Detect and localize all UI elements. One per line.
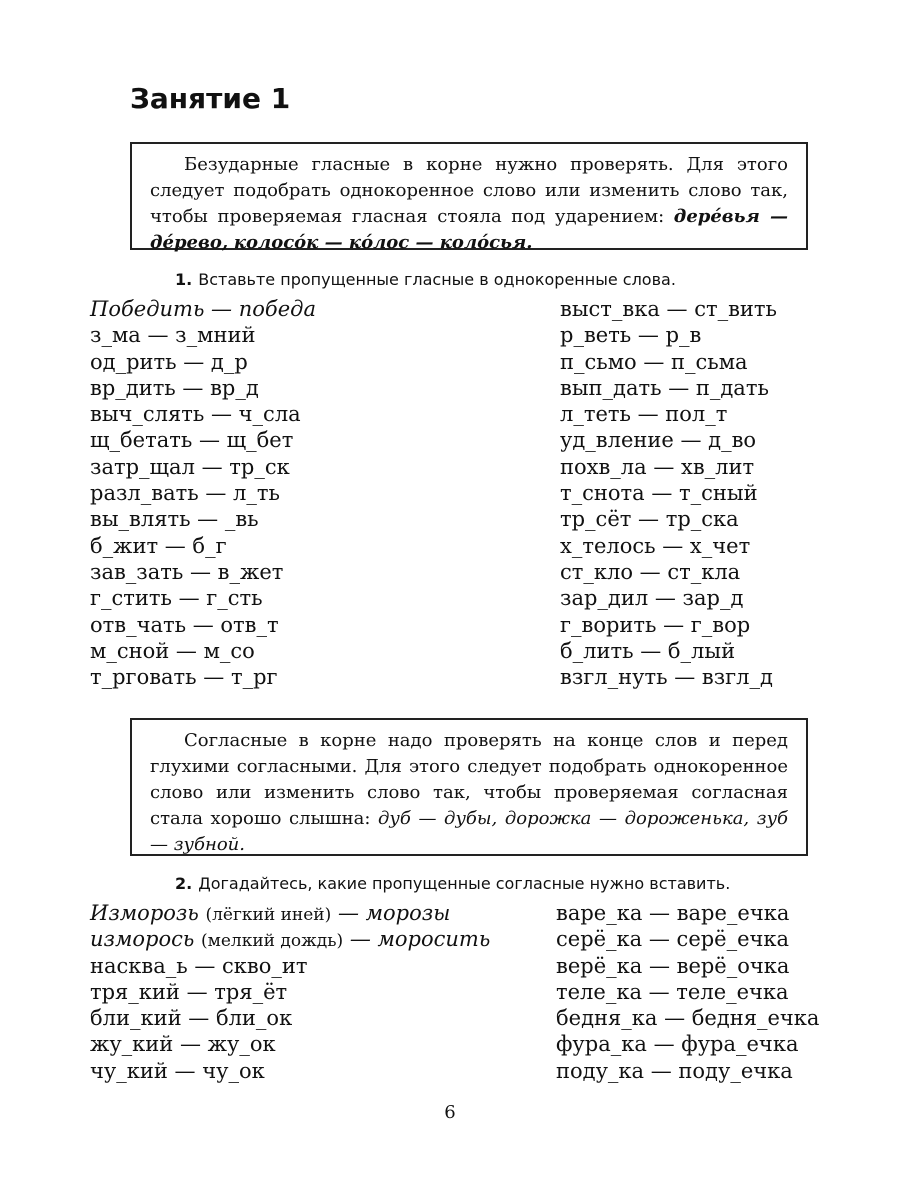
example-note: (лёгкий иней) [205, 905, 332, 925]
example-note: (мелкий дождь) [201, 931, 344, 952]
word-pair: м_сной — м_со [90, 638, 255, 663]
word-pair: бли_кий — бли_ок [90, 1006, 293, 1031]
word-pair: насква_ь — скво_ит [90, 953, 308, 978]
example-check: — морозы [337, 901, 451, 925]
word-pair: варе_ка — варе_ечка [556, 901, 790, 925]
word-pair: похв_ла — хв_лит [560, 454, 755, 479]
example-check: — моросить [349, 927, 491, 952]
word-pair: х_телось — х_чет [560, 533, 751, 558]
task-1-right-column [560, 296, 777, 690]
rule-example: колосóк — кóлос — колóсья. [233, 232, 533, 253]
word-pair: р_веть — р_в [560, 323, 702, 348]
word-pair: вып_дать — п_дать [560, 375, 769, 400]
page-number: 6 [444, 1102, 456, 1123]
word-pair: п_сьмо — п_сьма [560, 349, 748, 374]
word-pair: з_ма — з_мний [90, 323, 256, 348]
word-pair: тря_кий — тря_ёт [90, 979, 288, 1004]
rule-text: Безударные гласные в корне нужно проверять. Для этого следует подобрать однокоренное слово или изменить слово так, чтобы проверяемая гласная стояла под ударением: [150, 154, 788, 227]
word-pair: затр_щал — тр_ск [90, 454, 290, 479]
task-2-heading [175, 874, 730, 893]
word-pair: зав_зать — в_жет [90, 559, 284, 584]
word-pair: вр_дить — вр_д [90, 375, 259, 400]
word-pair: бедня_ка — бедня_ечка [556, 1006, 820, 1031]
word-pair: жу_кий — жу_ок [90, 1032, 276, 1057]
example-word: Изморозь [90, 901, 199, 925]
task-number: 2. [175, 874, 193, 893]
task-2-right-column [556, 900, 819, 1084]
task-1-heading [175, 270, 676, 289]
word-pair: г_стить — г_сть [90, 586, 263, 611]
word-pair: отв_чать — отв_т [90, 612, 279, 637]
word-pair: уд_вление — д_во [560, 428, 757, 453]
rule-example: дуб — дубы, дорожка — дороженька, зуб — зубной. [150, 808, 788, 855]
word-pair: т_снота — т_сный [560, 481, 758, 506]
task-2-left-column [90, 900, 490, 1084]
word-pair: вы_влять — _вь [90, 507, 259, 532]
word-pair: теле_ка — теле_ечка [556, 979, 789, 1004]
word-pair: г_ворить — г_вор [560, 612, 751, 637]
word-pair: чу_кий — чу_ок [90, 1058, 265, 1083]
word-pair: фура_ка — фура_ечка [556, 1032, 799, 1057]
rule-box-consonants [130, 718, 808, 856]
word-pair-example [90, 900, 490, 926]
word-pair: л_теть — пол_т [560, 402, 728, 427]
rule-text: Согласные в корне надо проверять на конце слов и перед глухими согласными. Для этого следует подобрать однокоренное слово или изменить слово так, чтобы проверяемая согласная стала хорошо слышна: [150, 730, 788, 829]
word-pair: поду_ка — поду_ечка [556, 1058, 793, 1083]
word-pair-example [90, 926, 490, 952]
word-pair: верё_ка — верё_очка [556, 953, 790, 978]
rule-example: дерéвья — дéрево, [150, 206, 789, 253]
word-pair: зар_дил — зар_д [560, 586, 744, 611]
task-instruction: Догадайтесь, какие пропущенные согласные нужно вставить. [198, 874, 731, 893]
example-word: изморось [90, 927, 195, 952]
word-pair: выч_слять — ч_сла [90, 402, 301, 427]
word-pair: взгл_нуть — взгл_д [560, 665, 773, 690]
word-pair: т_рговать — т_рг [90, 665, 278, 690]
word-pair: щ_бетать — щ_бет [90, 428, 294, 453]
word-pair: б_жит — б_г [90, 533, 227, 558]
word-pair: серё_ка — серё_ечка [556, 927, 790, 952]
word-pair: выст_вка — ст_вить [560, 297, 777, 321]
task-1-left-column [90, 296, 316, 690]
rule-box-vowels [130, 142, 808, 253]
lesson-title: Занятие 1 [130, 82, 291, 115]
word-pair: разл_вать — л_ть [90, 481, 280, 506]
task-instruction: Вставьте пропущенные гласные в однокоренные слова. [198, 270, 676, 289]
word-pair: ст_кло — ст_кла [560, 559, 741, 584]
task-number: 1. [175, 270, 193, 289]
word-pair: тр_сёт — тр_ска [560, 507, 739, 532]
word-pair: б_лить — б_лый [560, 638, 736, 663]
word-pair: од_рить — д_р [90, 349, 248, 374]
word-pair-example: Победить — победа [90, 297, 316, 321]
